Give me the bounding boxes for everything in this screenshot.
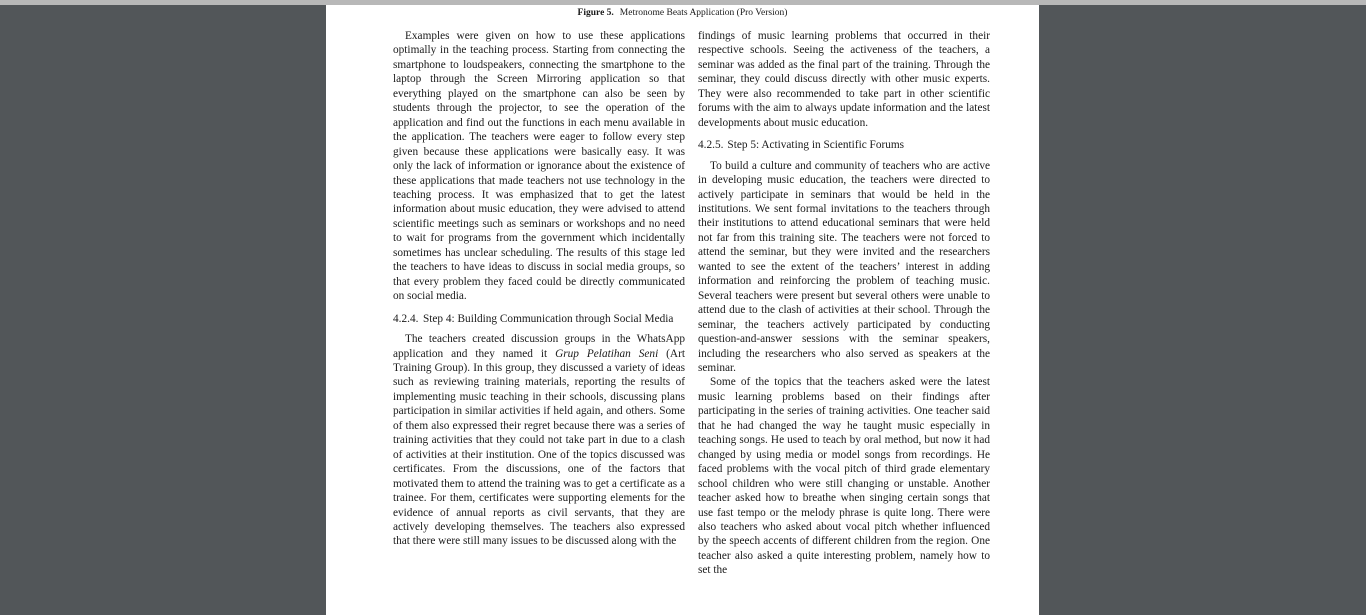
paragraph [393,332,685,549]
paragraph: To build a culture and community of teachers who are active in developing music education, the teachers were directed to actively participate in seminars that would be held in the institutions. We sent formal invitations to the teachers through their institutions to attend educational seminars that were held not far from this training site. The teachers were not forced to attend the seminar, but they were invited and the researchers wanted to see the extent of the teachers’ interest in adding information and reinforcing the problem of teaching music. Several teachers were present but several others were unable to attend due to the clash of activities at their school. Through the seminar, the teachers actively participated by conducting question-and-answer sessions with the seminar speakers, including the researchers who also served as speakers at the seminar. [698,159,990,374]
paragraph: findings of music learning problems that occurred in their respective schools. Seeing the activeness of the teachers, a seminar was added as the final part of the training. Through the seminar, they could discuss directly with other music experts. They were also recommended to take part in other scientific forums with the aim to always update information and the latest developments about music education. [698,30,990,129]
section-heading-4-2-5 [698,138,990,152]
paragraph: Some of the topics that the teachers asked were the latest music learning problems based on their findings after participating in the series of training activities. One teacher said that he had changed the way he taught music especially in teaching songs. He used to teach by oral method, but now it had changed by using media or model songs from recordings. He faced problems with the vocal pitch of third grade elementary school children who were still changing or unstable. Another teacher asked how to breathe when singing certain songs that use fast tempo or the melody phrase is quite long. There were also teachers who asked about vocal pitch whether influenced by the speech accents of different children from the region. One teacher also asked a quite interesting problem, namely how to set the [698,376,990,577]
section-title: Step 5: Activating in Scientific Forums [727,139,905,152]
section-title: Step 4: Building Communication through Social Media [423,312,674,325]
figure-caption [326,8,1039,18]
figure-label: Figure 5. [577,8,614,18]
section-heading-4-2-4 [393,312,685,326]
figure-title: Metronome Beats Application (Pro Version) [619,8,788,18]
paragraph-text: (Art Training Group). In this group, they discussed a variety of ideas such as reviewing training materials, reporting the results of implementing music teaching in their schools, discussing plans participation in similar activities if held again, and others. Some of them also expressed their regret because there was a series of training activities that they could not take part in due to a clash of activities at their institution. One of the topics discussed was certificates. From the discussions, one of the factors that motivated them to attend the training was to get a certificate as a trainee. For them, certificates were supporting elements for the evidence of annual reports as civil servants, that they are actively developing themselves. The teachers also expressed that there were still many issues to be discussed along with the [393,347,685,548]
paragraph: Examples were given on how to use these applications optimally in the teaching process. Starting from connecting the smartphone to loudspeakers, connecting the smartphone to the laptop through the Screen Mirroring application so that everything played on the smartphone can also be seen by students through the projector, to see the operation of the application and find out the functions in each menu available in the application. The teachers were eager to follow every step given because these applications were basically easy. It was only the lack of information or ignorance about the existence of these applications that made teachers not use technology in the teaching process. It was emphasized that to get the latest information about music education, they were advised to attend scientific meetings such as seminars or workshops and no need to wait for programs from the government which incidentally sometimes has unclear scheduling. The results of this stage led the teachers to have ideas to discuss in social media groups, so that every problem they faced could be directly communicated on social media. [393,30,685,303]
section-number: 4.2.4. [393,312,419,325]
section-number: 4.2.5. [698,139,724,152]
right-column [698,29,990,578]
paragraph-text: The teachers created discussion groups in the WhatsApp application and they named it [393,333,685,360]
group-name-italic: Grup Pelatihan Seni [555,347,659,360]
document-page [326,5,1039,615]
left-column [393,29,685,549]
